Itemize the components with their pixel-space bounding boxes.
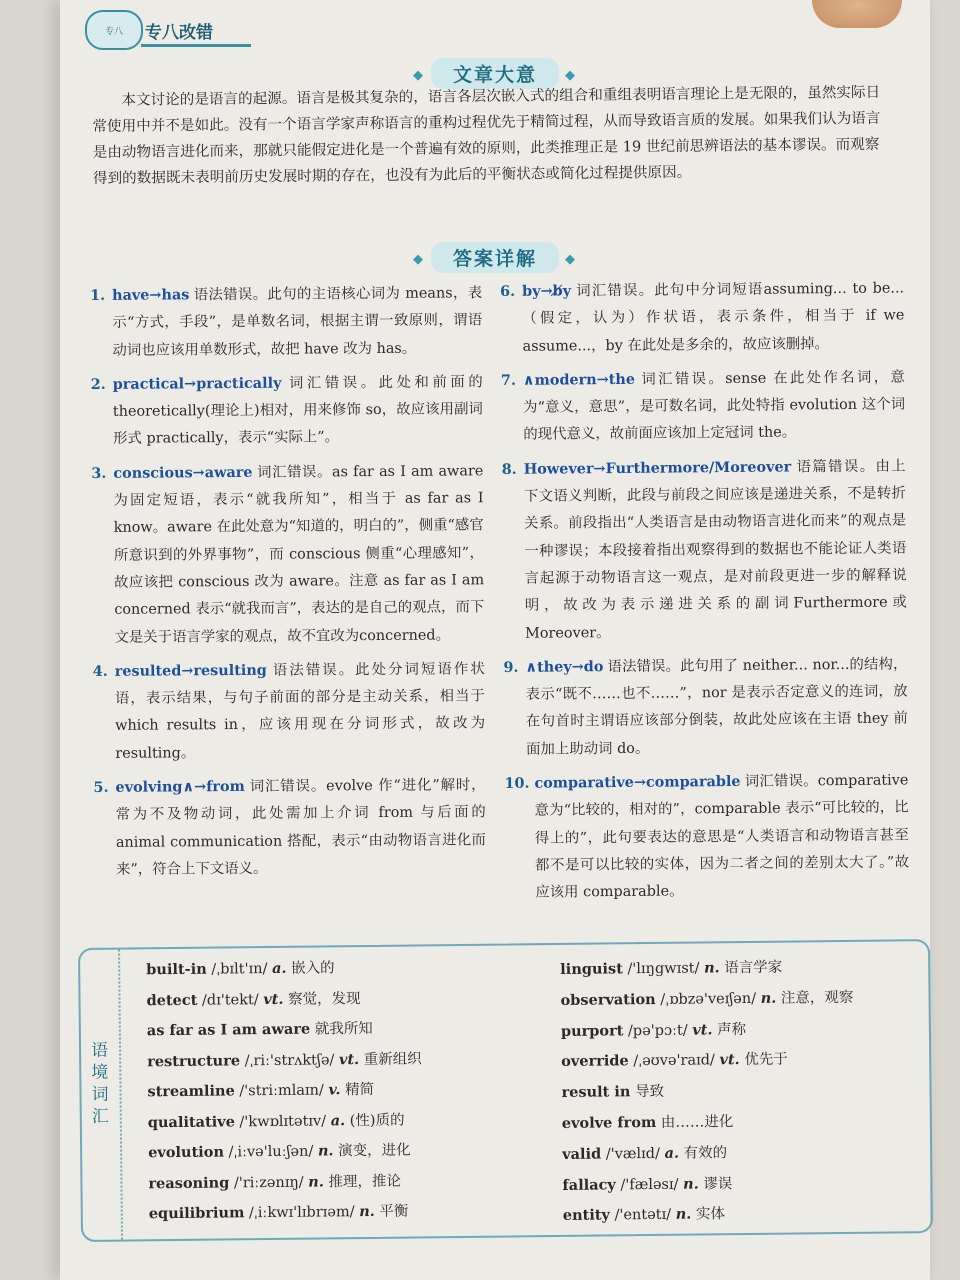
answer-correction: ∧modern→the bbox=[522, 370, 636, 389]
vocab-entry bbox=[148, 1103, 558, 1138]
answer-number: 10. bbox=[504, 774, 530, 793]
vocab-phonetic: /ˌɒbzə'veɪʃən/ bbox=[660, 990, 757, 1008]
vocab-word: built-in bbox=[146, 960, 207, 979]
answer-explanation: 语法错误。此处分词短语作状语，表示结果，与句子前面的部分是主动关系，相当于 which results in，应该用现在分词形式，故改为resulting。 bbox=[114, 661, 486, 762]
vocab-phonetic: /'striːmlaɪn/ bbox=[239, 1082, 324, 1100]
vocab-entry bbox=[149, 1195, 559, 1230]
vocab-meaning: 演变，进化 bbox=[338, 1142, 411, 1160]
vocab-entry bbox=[561, 1044, 921, 1079]
diamond-icon: ◆ bbox=[565, 252, 577, 267]
vocab-word: streamline bbox=[147, 1082, 235, 1101]
answer-explanation: 词汇错误。此处和前面的 theoretically(理论上)相对，用来修饰 so，故应该用副词形式 practically，表示“实际上”。 bbox=[112, 374, 483, 448]
vocab-phonetic: /ˌəʊvə'raɪd/ bbox=[633, 1052, 715, 1070]
vocab-tag-label: 语境词汇 bbox=[90, 1040, 109, 1127]
vocab-phonetic: /'entətɪ/ bbox=[614, 1207, 672, 1224]
vocab-word: as far as I am aware bbox=[146, 1020, 311, 1040]
vocab-phonetic: /dɪ'tekt/ bbox=[201, 991, 259, 1009]
answer-item bbox=[90, 279, 483, 365]
vocab-entry bbox=[146, 981, 556, 1016]
vocab-entry bbox=[562, 1105, 922, 1140]
vocab-right-column bbox=[560, 951, 923, 1232]
vocab-pos: n. bbox=[675, 1205, 692, 1224]
answer-explanation: 词汇错误。as far as I am aware 为固定短语，表示“就我所知”，相当于 as far as I know。aware 在此处意为“知道的，明白的”，侧重“感官所意识到的外界事物”，而 conscious 侧重“心理感知”，故应该把 conscious 改为 aware。注意 as far as I am concerned 表示“就我而言”，表达的是自己的观点，而下文是关于语言学家的观点，故不宜改为concerned。 bbox=[113, 463, 485, 646]
vocab-pos: n. bbox=[317, 1142, 334, 1160]
vocab-pos: n. bbox=[703, 959, 720, 977]
vocab-word: override bbox=[561, 1052, 629, 1071]
answers-left-column bbox=[90, 279, 486, 890]
vocab-pos: v. bbox=[328, 1081, 341, 1099]
answer-explanation: 语篇错误。由上下文语义判断，此段与前段之间应该是递进关系，不是转折关系。前段指出“人类语言是由动物语言进化而来”的观点是一种谬误；本段接着指出观察得到的数据也不能论证人类语言起源于动物语言这一观点，是对前段更进一步的解释说明，故改为表示递进关系的副词Furthermore或Moreover。 bbox=[523, 458, 907, 642]
answers-heading bbox=[60, 242, 930, 273]
answer-explanation: 词汇错误。sense 在此处作名词，意为“意义，意思”，是可数名词，此处特指 evolution 这个词的现代意义，故前面应该加上定冠词 the。 bbox=[523, 369, 906, 444]
vocab-box bbox=[78, 939, 933, 1242]
answer-correction: evolving∧→from bbox=[115, 777, 245, 796]
answer-item bbox=[502, 452, 908, 648]
vocab-pos: n. bbox=[683, 1175, 699, 1193]
vocab-phonetic: /ˌbɪlt'ɪn/ bbox=[211, 961, 268, 978]
diamond-icon: ◆ bbox=[412, 68, 425, 83]
answer-number: 4. bbox=[92, 662, 108, 680]
vocab-word: observation bbox=[560, 990, 656, 1009]
answer-item bbox=[501, 363, 906, 449]
answer-explanation: 词汇错误。evolve 作“进化”解时，常为不及物动词，此处需加上介词 from 与后面的 animal communication 搭配，表示“由动物语言进化而来”，符合上下文语义。 bbox=[115, 777, 486, 878]
vocab-meaning: 注意，观察 bbox=[780, 989, 854, 1007]
vocab-meaning: 声称 bbox=[717, 1021, 747, 1038]
answer-correction: by→b̸y bbox=[522, 282, 572, 300]
answer-number: 6. bbox=[500, 282, 516, 300]
vocab-word: restructure bbox=[147, 1051, 241, 1070]
vocab-pos: vt. bbox=[263, 990, 284, 1008]
vocab-word: linguist bbox=[560, 960, 623, 978]
vocab-entry bbox=[148, 1134, 558, 1169]
vocab-left-column bbox=[146, 951, 559, 1230]
vocab-entry bbox=[147, 1042, 557, 1077]
answers-title: 答案详解 bbox=[431, 242, 559, 273]
vocab-phonetic: /ˌriː'strʌktʃə/ bbox=[244, 1051, 335, 1069]
vocab-meaning: 导致 bbox=[634, 1084, 665, 1101]
answer-explanation: 词汇错误。此句中分词短语assuming... to be...（假定，认为）作状语，表示条件，相当于 if we assume...，by 在此处是多余的，故应该删掉。 bbox=[522, 280, 905, 355]
vocab-word: qualitative bbox=[147, 1112, 235, 1131]
answer-number: 3. bbox=[91, 464, 107, 482]
diamond-icon: ◆ bbox=[412, 252, 425, 267]
vocab-pos: a. bbox=[330, 1111, 346, 1129]
vocab-pos: n. bbox=[359, 1202, 375, 1221]
vocab-pos: a. bbox=[271, 959, 287, 977]
vocab-word: detect bbox=[146, 991, 198, 1009]
page-header bbox=[85, 6, 445, 46]
header-title: 专八改错 bbox=[145, 23, 213, 43]
answer-item bbox=[503, 650, 908, 764]
vocab-pos: vt. bbox=[719, 1051, 740, 1069]
answer-number: 1. bbox=[90, 286, 106, 304]
vocab-entry bbox=[563, 1198, 923, 1233]
vocab-word: evolve from bbox=[561, 1113, 657, 1132]
vocab-phonetic: /'riːzənɪŋ/ bbox=[233, 1174, 304, 1191]
answer-number: 8. bbox=[501, 460, 517, 478]
vocab-entry bbox=[562, 1136, 922, 1171]
vocab-entry bbox=[147, 1073, 557, 1108]
thumb bbox=[812, 0, 902, 28]
vocab-word: result in bbox=[561, 1083, 631, 1102]
vocab-phonetic: /ˌiːvə'luːʃən/ bbox=[228, 1143, 314, 1161]
vocab-phonetic: /'kwɒlɪtətɪv/ bbox=[239, 1112, 327, 1130]
vocab-pos: n. bbox=[308, 1172, 324, 1191]
vocab-pos: vt. bbox=[692, 1020, 713, 1039]
answer-item bbox=[500, 274, 905, 360]
vocab-word: entity bbox=[562, 1206, 611, 1225]
book-page bbox=[60, 0, 930, 1280]
vocab-entry bbox=[148, 1164, 558, 1199]
vocab-pos: a. bbox=[664, 1144, 680, 1162]
vocab-meaning: 就我所知 bbox=[314, 1020, 373, 1038]
series-logo bbox=[85, 10, 143, 50]
vocab-meaning: 优先于 bbox=[744, 1051, 788, 1069]
vocab-meaning: 平衡 bbox=[379, 1203, 409, 1220]
answer-item bbox=[93, 771, 486, 884]
vocab-phonetic: /'fæləsɪ/ bbox=[620, 1176, 679, 1193]
vocab-meaning: 嵌入的 bbox=[291, 960, 335, 977]
vocab-meaning: 重新组织 bbox=[363, 1050, 422, 1068]
answer-correction: However→Furthermore/Moreover bbox=[523, 458, 792, 478]
vocab-word: reasoning bbox=[148, 1173, 230, 1192]
answer-correction: comparative→comparable bbox=[534, 772, 741, 792]
vocab-phonetic: /pə'pɔːt/ bbox=[627, 1022, 688, 1039]
vocab-meaning: 精简 bbox=[345, 1081, 375, 1099]
vocab-entry bbox=[562, 1167, 922, 1202]
vocab-meaning: (性)质的 bbox=[349, 1112, 405, 1129]
vocab-meaning: 由……进化 bbox=[660, 1114, 734, 1131]
vocab-pos: vt. bbox=[338, 1050, 360, 1068]
vocab-entry bbox=[561, 1074, 921, 1109]
answer-explanation: 语法错误。此句的主语核心词为 means，表示“方式，手段”，是单数名词，根据主谓一致原则，谓语动词也应该用单数形式，故把 have 改为 has。 bbox=[112, 285, 483, 359]
vocab-meaning: 语言学家 bbox=[724, 959, 783, 977]
vocab-word: equilibrium bbox=[148, 1204, 245, 1223]
vocab-entry bbox=[560, 982, 920, 1017]
vocab-meaning: 有效的 bbox=[683, 1144, 728, 1162]
answer-correction: resulted→resulting bbox=[114, 661, 267, 680]
answer-correction: have→has bbox=[112, 286, 190, 304]
vocab-pos: n. bbox=[760, 989, 777, 1007]
answer-number: 7. bbox=[500, 371, 516, 389]
vocab-meaning: 推理，推论 bbox=[328, 1173, 402, 1190]
vocab-word: fallacy bbox=[562, 1175, 616, 1194]
answer-item bbox=[504, 767, 909, 908]
answer-item bbox=[91, 457, 484, 652]
summary-text: 本文讨论的是语言的起源。语言是极其复杂的，语言各层次嵌入式的组合和重组表明语言理论上是无限的，虽然实际日常使用中并不是如此。没有一个语言学家声称语言的重构过程优先于精简过程，从而导致语言质的发展。如果我们认为语言是由动物语言进化而来，那就只能假定进化是一个普遍有效的原则，此类推理正是 19 世纪前思辨语法的基本谬误。而观察得到的数据既未表明前历史发展时期的存在，也没有为此后的平衡状态或简化过程提供原因。 bbox=[92, 83, 881, 187]
answer-explanation: 词汇错误。comparative 意为“比较的，相对的”，comparable 表示“可比较的，比得上的”，此句要表达的意思是“人类语言和动物语言甚至都不是可以比较的实体，因为二者之间的差别太大了。”故应该用 comparable。 bbox=[534, 772, 910, 901]
vocab-entry bbox=[560, 951, 920, 986]
vocab-entry bbox=[146, 951, 556, 986]
diamond-icon: ◆ bbox=[565, 68, 577, 83]
logo-text: 专八 bbox=[104, 26, 123, 37]
vocab-word: valid bbox=[562, 1145, 602, 1163]
answer-number: 5. bbox=[93, 778, 109, 797]
vocab-phonetic: /'vælɪd/ bbox=[605, 1145, 661, 1163]
vocab-meaning: 察觉，发现 bbox=[287, 990, 361, 1008]
answers-right-column bbox=[500, 274, 910, 913]
header-underline bbox=[141, 44, 251, 47]
answer-item bbox=[93, 655, 486, 768]
answer-number: 9. bbox=[503, 658, 519, 676]
answer-correction: practical→practically bbox=[112, 374, 282, 393]
answer-correction: ∧they→do bbox=[525, 657, 604, 676]
vocab-entry bbox=[561, 1013, 921, 1048]
vocab-phonetic: /'lɪŋgwɪst/ bbox=[627, 960, 700, 978]
vocab-tag bbox=[80, 950, 123, 1240]
vocab-word: evolution bbox=[148, 1143, 225, 1162]
vocab-meaning: 谬误 bbox=[703, 1175, 733, 1193]
summary-title: 文章大意 bbox=[431, 58, 559, 89]
answer-correction: conscious→aware bbox=[113, 463, 253, 482]
vocab-word: purport bbox=[560, 1021, 624, 1040]
answer-item bbox=[91, 368, 484, 454]
answer-number: 2. bbox=[90, 375, 106, 393]
vocab-entry bbox=[147, 1012, 557, 1047]
answer-explanation: 语法错误。此句用了 neither... nor...的结构，表示“既不……也不……”，nor 是表示否定意义的连词，放在句首时主谓语应该部分倒装，故此处应该在主语 they 前面加上助动词 do。 bbox=[525, 656, 908, 758]
vocab-meaning: 实体 bbox=[695, 1206, 726, 1223]
vocab-phonetic: /ˌiːkwɪ'lɪbrɪəm/ bbox=[248, 1204, 355, 1222]
